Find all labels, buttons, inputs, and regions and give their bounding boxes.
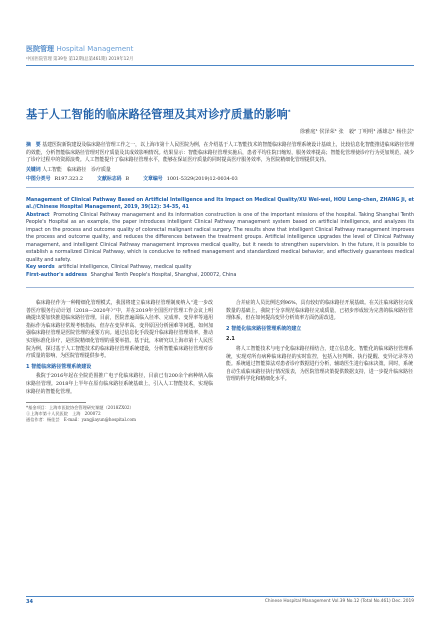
article-title: [26, 106, 414, 122]
page-number: 34: [26, 599, 33, 605]
section-heading: 1 智能临床路径管理系统建设: [26, 363, 92, 370]
clc-field: [26, 175, 83, 182]
subsection-heading: 2.1: [226, 336, 235, 343]
body-separator: [26, 287, 414, 288]
footnote-rule: [26, 402, 86, 403]
english-keywords-text: artificial intelligence, Clinical Pathway, medical quality: [58, 264, 192, 270]
keywords-cn-text: 人工智能 临床路径 诊疗质量: [42, 166, 111, 173]
issue-line: 中国医院管理 第39卷 第12期(总第461期) 2019年12月: [26, 57, 134, 62]
body-paragraph: 合并症的人员比例达到96%，具有较好的临床路径开展基础。在关注临床路径完成数量的基础上，我院于分享规范临床路径完成质量，已初步形成较为完善的临床路径管理体系，但在如何提高变异分析效率方面仍需改进。: [226, 300, 413, 322]
english-keywords: [26, 264, 414, 272]
abstract-cn-text: 基建医院新院建设及临床路径管理工作之一，以上海市第十人民医院为例，在介绍基于人工智能技术的智能临床路径管理系统设计基础上，比较信息化智能推进临床路径管理的效能，分析智能临床路径管理对医疗质量及其成效影响情况。结果显示：智能临床路径管理实施后，患者平均住院日缩短，服务效率提高；智能化管理使诊疗行为更加规范，减少了诊疗过程中的资源浪费。人工智能提升了临床路径管理水平，能够在保证医疗质量的同时提高医疗服务效率，为医院精细化管理提供支持。: [26, 142, 414, 163]
journal-name-en: Hospital Management: [56, 45, 134, 53]
author-list: 徐雅庭¹ 侯泽荣¹ 张 毅² 丁明明¹ 潘雄志¹ 杨佳芸¹: [299, 129, 414, 135]
body-paragraph: 我院于2016年起在全院范围推广电子化临床路径，目前已有200余个病种纳入临床路径管理。2018年上半年在原有临床路径系统基础上，引入人工智能技术，实现临床路径的智能化管理。: [26, 373, 213, 395]
abstract-separator: [26, 187, 414, 188]
english-affiliation: [26, 272, 414, 280]
doc-code-label: 文献标志码: [97, 175, 122, 182]
journal-header: [26, 0, 414, 66]
footnote-line: ①上海市第十人民医院 上海 200072: [26, 411, 101, 417]
body-column-left: [26, 300, 213, 423]
english-abstract-block: [26, 197, 414, 280]
english-abstract-text: Promoting Clinical Pathway management and its information construction is one of the important missions of the hospital. Taking Shanghai Tenth People's Hospital as an example, the paper introduces intelligent Clinical Pathway management system based on artificial intelligence, and analyzes its impact on the process and outcome quality of colorectal malignant radical surgery. The results show that intelligent Clinical Pathway management improves the process and outcome quality, and reduces the differences between the treatment groups. Artificial intelligence upgrades the level of Clinical Pathway management, and intelligent Clinical Pathway management improves medical quality, but it needs to strengthen supervision. In the future, it is possible to establish a normalized Clinical Pathway, which is conducive to refined management and standardized medical behavior, and effectively guarantees medical quality and safety.: [26, 211, 414, 263]
english-abstract: [26, 212, 414, 265]
section-heading: 2 智能化临床路径管理系统的建立: [226, 325, 302, 332]
abstract-cn-label: 摘 要: [26, 142, 41, 148]
article-no-label: 文章编号: [143, 175, 163, 182]
doc-code-value: B: [125, 175, 130, 182]
english-affiliation-label: First-author's address: [26, 271, 88, 278]
footnote-line: 通信作者：杨佳芸 E-mail：yangjiayun@hospital.com: [26, 417, 136, 423]
classification-row: [26, 175, 414, 182]
clc-label: 中图分类号: [26, 175, 51, 182]
english-keywords-label: Key words: [26, 264, 55, 270]
keywords-cn-label: 关键词: [26, 166, 41, 173]
english-title-line: Management of Clinical Pathway Based on Artificial Intelligence and Its Impact on Medical Quality/XU Wei-wei, HOU Leng-chen, ZHANG Ji, et al.//Chinese Hospital Management, 2019, 39(12): 34-35, 41: [26, 196, 414, 210]
article-no-value: 1001-5329(2019)12-0034-03: [166, 175, 238, 182]
footer-journal-info: Chinese Hospital Management Vol.39 No.12 (Total No.461) Dec. 2019: [264, 599, 414, 604]
body-paragraph: 临床路径作为一种精细化管理模式，我国将建立临床路径管理制度纳入“进一步改善医疗服务行动计划（2018—2020年）”中，并在2019年全国医疗管理工作会议上明确提出要加快推进临床路径管理。目前，医院普遍面临入径率、完成率、变异率等通用指标作为临床路径常规考核指标，但存在变异率高、变异原因分析困难等问题。如何加强临床路径管理是医院管理的重要方向。通过信息化手段提升临床路径管理效率，推动实现标准化诊疗，是医院精细化管理的重要举措。基于此，本研究以上海市第十人民医院为例，探讨基于人工智能技术的临床路径管理系统建设，分析智能临床路径管理对诊疗质量的影响，为医院管理提供参考。: [26, 300, 213, 360]
abstract-cn: [26, 142, 414, 165]
journal-name-cn: 医院管理: [26, 45, 54, 53]
title-footnote-mark: *: [287, 109, 291, 116]
clc-value: R197.323.2: [54, 175, 84, 182]
doc-code-field: [97, 175, 129, 182]
article-title-text: 基于人工智能的临床路径管理及其对诊疗质量的影响: [26, 108, 288, 121]
article-no-field: [143, 175, 238, 182]
english-affiliation-text: Shanghai Tenth People's Hospital, Shanghai, 200072, China: [90, 271, 237, 278]
header-rule: [26, 65, 414, 66]
journal-tag: [26, 44, 414, 54]
keywords-cn: [26, 166, 414, 173]
body-column-right: [226, 300, 413, 423]
body-columns: [26, 300, 414, 423]
page-footer: [26, 596, 414, 605]
footnotes: [26, 405, 213, 423]
english-abstract-label: Abstract: [26, 211, 50, 218]
body-paragraph: 将人工智能技术与电子化临床路径相结合，建立信息化、智能化的临床路径管理系统，实现对所有病种临床路径的实时监控，包括入径判断、执行提醒、变异记录等功能。系统通过智能算法对患者诊疗数据进行分析，辅助医生进行临床决策。同时，系统自动生成临床路径执行情况报表，为医院管理决策提供数据支持，进一步提升临床路径管理的科学化和精细化水平。: [226, 345, 413, 383]
footnote-line: *基金项目：上海市医院协会管理研究课题（2018ZX02）: [26, 405, 134, 411]
